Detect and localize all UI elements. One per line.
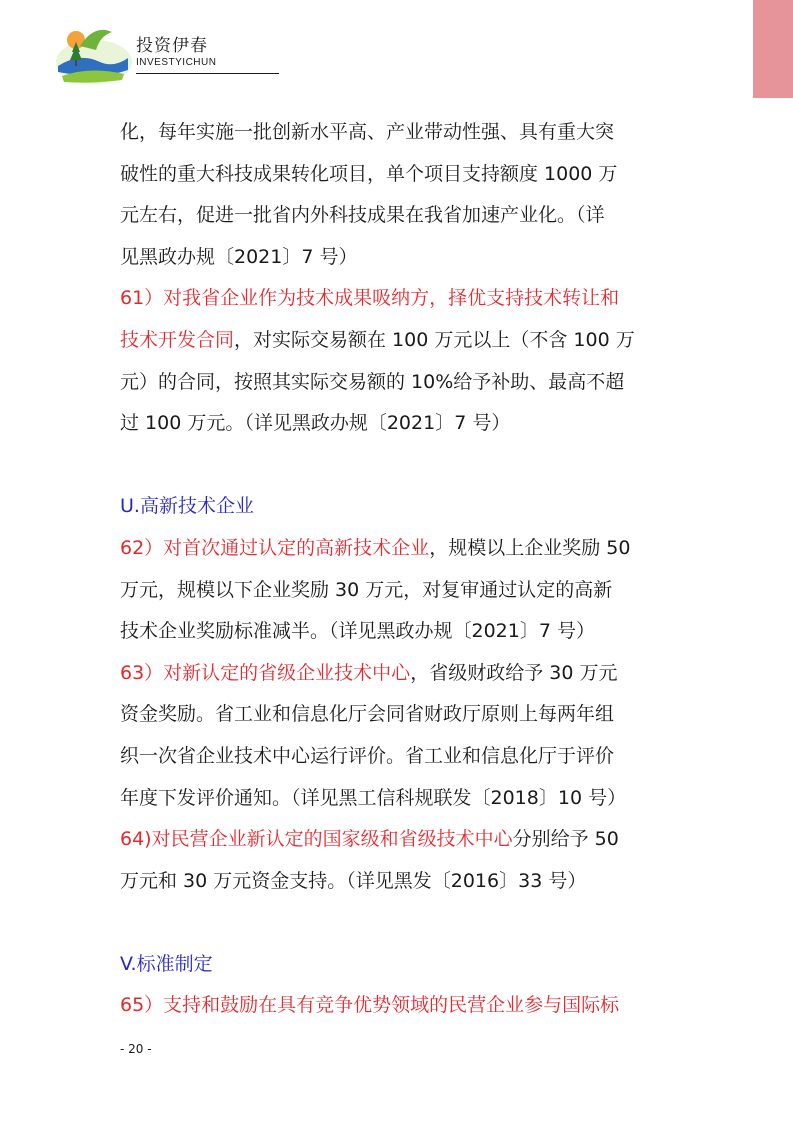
brand-subtitle: INVESTYICHUN [136, 57, 217, 68]
text-segment: 年度下发评价通知。（详见黑工信科规联发〔2018〕10 号） [120, 786, 627, 809]
brand-title: 投资伊春 [136, 36, 208, 56]
page-number: - 20 - [120, 1042, 152, 1056]
text-line [120, 486, 680, 528]
brand-block [136, 36, 216, 69]
brand-underline [136, 73, 279, 74]
text-line [120, 362, 680, 404]
highlighted-text: 64)对民营企业新认定的国家级和省级技术中心 [120, 828, 513, 851]
text-segment: ，省级财政给予 30 万元 [410, 661, 618, 684]
text-line [120, 861, 680, 903]
highlighted-text: 61）对我省企业作为技术成果吸纳方，择优支持技术转让和 [120, 287, 620, 310]
text-line [120, 985, 680, 1027]
text-segment: 万元和 30 万元资金支持。（详见黑发〔2016〕33 号） [120, 869, 587, 892]
text-segment: 过 100 万元。（详见黑政办规〔2021〕7 号） [120, 412, 511, 435]
investyichun-logo-icon [50, 22, 132, 88]
text-segment: 万元，规模以下企业奖励 30 万元，对复审通过认定的高新 [120, 578, 613, 601]
section-heading: U.高新技术企业 [120, 495, 254, 518]
highlighted-text: 62）对首次通过认定的高新技术企业 [120, 536, 430, 559]
text-segment: 元）的合同，按照其实际交易额的 10%给予补助、最高不超 [120, 370, 625, 393]
text-line [120, 819, 680, 861]
text-segment: 化，每年实施一批创新水平高、产业带动性强、具有重大突 [120, 121, 615, 143]
text-segment: 分别给予 50 [512, 828, 619, 851]
section-heading: V.标准制定 [120, 952, 213, 975]
text-segment: 元左右，促进一批省内外科技成果在我省加速产业化。（详 [120, 204, 605, 227]
text-segment: 资金奖励。省工业和信息化厅会同省财政厅原则上每两年组 [120, 703, 615, 726]
paragraph-gap [120, 902, 680, 944]
highlighted-text: 技术开发合同 [120, 328, 235, 351]
highlighted-text: 63）对新认定的省级企业技术中心 [120, 661, 411, 684]
text-line [120, 736, 680, 778]
text-line [120, 570, 680, 612]
text-line [120, 403, 680, 445]
text-line [120, 154, 680, 196]
text-line [120, 944, 680, 986]
text-segment: ，对实际交易额在 100 万元以上（不含 100 万 [234, 328, 635, 351]
text-line [120, 320, 680, 362]
highlighted-text: 65）支持和鼓励在具有竞争优势领域的民营企业参与国际标 [120, 994, 620, 1017]
text-segment: 技术企业奖励标准减半。（详见黑政办规〔2021〕7 号） [120, 620, 595, 643]
document-body [120, 112, 680, 1027]
text-segment: ，规模以上企业奖励 50 [429, 536, 631, 559]
text-segment: 见黑政办规〔2021〕7 号） [120, 245, 358, 268]
paragraph-gap [120, 445, 680, 487]
text-line [120, 112, 680, 154]
text-line [120, 278, 680, 320]
text-line [120, 528, 680, 570]
text-line [120, 195, 680, 237]
text-segment: 破性的重大科技成果转化项目，单个项目支持额度 1000 万 [120, 162, 618, 185]
text-line [120, 778, 680, 820]
text-line [120, 237, 680, 279]
text-line [120, 611, 680, 653]
text-line [120, 694, 680, 736]
text-segment: 织一次省企业技术中心运行评价。省工业和信息化厅于评价 [120, 744, 615, 767]
corner-tab [753, 0, 793, 98]
text-line [120, 653, 680, 695]
